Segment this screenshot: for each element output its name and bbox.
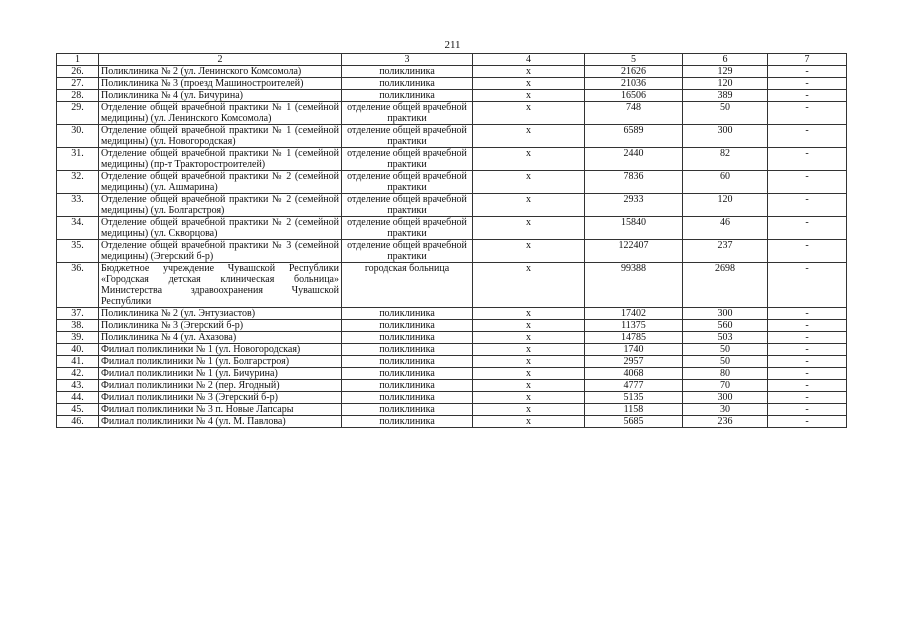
column-4-value: х xyxy=(473,171,585,194)
table-row xyxy=(57,148,847,171)
table-row xyxy=(57,240,847,263)
row-number: 26. xyxy=(57,66,99,78)
facility-type: поликлиника xyxy=(342,320,473,332)
row-number: 28. xyxy=(57,90,99,102)
table-row xyxy=(57,194,847,217)
table-row xyxy=(57,392,847,404)
row-number: 27. xyxy=(57,78,99,90)
table-row xyxy=(57,332,847,344)
column-5-value: 7836 xyxy=(585,171,683,194)
row-number: 44. xyxy=(57,392,99,404)
facility-type: поликлиника xyxy=(342,356,473,368)
facility-type: отделение общей врачебной практики xyxy=(342,194,473,217)
column-7-value: - xyxy=(768,171,847,194)
column-6-value: 50 xyxy=(683,102,768,125)
table-row xyxy=(57,217,847,240)
table-row xyxy=(57,344,847,356)
column-5-value: 17402 xyxy=(585,308,683,320)
table-row xyxy=(57,308,847,320)
facility-type: поликлиника xyxy=(342,392,473,404)
column-5-value: 4068 xyxy=(585,368,683,380)
column-header: 4 xyxy=(473,54,585,66)
column-7-value: - xyxy=(768,217,847,240)
column-7-value: - xyxy=(768,90,847,102)
facility-type: поликлиника xyxy=(342,78,473,90)
column-4-value: х xyxy=(473,356,585,368)
facility-name: Филиал поликлиники № 3 (Эгерский б-р) xyxy=(99,392,342,404)
column-header: 7 xyxy=(768,54,847,66)
facility-name: Отделение общей врачебной практики № 3 (семейной медицины) (Эгерский б-р) xyxy=(99,240,342,263)
column-7-value: - xyxy=(768,368,847,380)
facility-name: Поликлиника № 3 (проезд Машиностроителей) xyxy=(99,78,342,90)
column-7-value: - xyxy=(768,102,847,125)
row-number: 41. xyxy=(57,356,99,368)
column-5-value: 2933 xyxy=(585,194,683,217)
column-6-value: 80 xyxy=(683,368,768,380)
row-number: 34. xyxy=(57,217,99,240)
column-5-value: 2440 xyxy=(585,148,683,171)
facility-name: Филиал поликлиники № 1 (ул. Новогородская) xyxy=(99,344,342,356)
table-row xyxy=(57,125,847,148)
column-5-value: 6589 xyxy=(585,125,683,148)
facility-type: поликлиника xyxy=(342,90,473,102)
column-6-value: 60 xyxy=(683,171,768,194)
column-4-value: х xyxy=(473,90,585,102)
table-row xyxy=(57,90,847,102)
column-6-value: 50 xyxy=(683,356,768,368)
column-header: 3 xyxy=(342,54,473,66)
row-number: 45. xyxy=(57,404,99,416)
column-7-value: - xyxy=(768,356,847,368)
column-4-value: х xyxy=(473,263,585,308)
column-4-value: х xyxy=(473,148,585,171)
facility-type: отделение общей врачебной практики xyxy=(342,171,473,194)
column-5-value: 2957 xyxy=(585,356,683,368)
column-6-value: 70 xyxy=(683,380,768,392)
column-4-value: х xyxy=(473,78,585,90)
facility-name: Поликлиника № 2 (ул. Энтузиастов) xyxy=(99,308,342,320)
row-number: 35. xyxy=(57,240,99,263)
facilities-table xyxy=(56,53,847,428)
column-6-value: 300 xyxy=(683,308,768,320)
column-5-value: 99388 xyxy=(585,263,683,308)
facility-name: Отделение общей врачебной практики № 2 (семейной медицины) (ул. Болгарстроя) xyxy=(99,194,342,217)
facility-type: отделение общей врачебной практики xyxy=(342,125,473,148)
facility-name: Отделение общей врачебной практики № 1 (семейной медицины) (ул. Ленинского Комсомола) xyxy=(99,102,342,125)
table-row xyxy=(57,416,847,428)
facility-name: Отделение общей врачебной практики № 1 (семейной медицины) (пр-т Тракторостроителей) xyxy=(99,148,342,171)
column-4-value: х xyxy=(473,320,585,332)
column-7-value: - xyxy=(768,332,847,344)
column-6-value: 120 xyxy=(683,78,768,90)
column-header: 2 xyxy=(99,54,342,66)
column-4-value: х xyxy=(473,332,585,344)
facility-type: поликлиника xyxy=(342,66,473,78)
column-6-value: 30 xyxy=(683,404,768,416)
row-number: 32. xyxy=(57,171,99,194)
column-4-value: х xyxy=(473,66,585,78)
facility-type: отделение общей врачебной практики xyxy=(342,240,473,263)
column-4-value: х xyxy=(473,194,585,217)
facility-name: Филиал поликлиники № 1 (ул. Болгарстроя) xyxy=(99,356,342,368)
column-6-value: 300 xyxy=(683,392,768,404)
column-5-value: 11375 xyxy=(585,320,683,332)
column-7-value: - xyxy=(768,404,847,416)
column-4-value: х xyxy=(473,102,585,125)
column-4-value: х xyxy=(473,217,585,240)
column-4-value: х xyxy=(473,308,585,320)
column-5-value: 1740 xyxy=(585,344,683,356)
facility-type: поликлиника xyxy=(342,416,473,428)
row-number: 29. xyxy=(57,102,99,125)
row-number: 39. xyxy=(57,332,99,344)
column-7-value: - xyxy=(768,66,847,78)
column-header: 5 xyxy=(585,54,683,66)
column-7-value: - xyxy=(768,148,847,171)
column-4-value: х xyxy=(473,380,585,392)
column-5-value: 16506 xyxy=(585,90,683,102)
column-header: 1 xyxy=(57,54,99,66)
column-6-value: 82 xyxy=(683,148,768,171)
table-row xyxy=(57,404,847,416)
column-4-value: х xyxy=(473,125,585,148)
facility-type: поликлиника xyxy=(342,308,473,320)
table-row xyxy=(57,78,847,90)
column-5-value: 5135 xyxy=(585,392,683,404)
facility-name: Поликлиника № 2 (ул. Ленинского Комсомола) xyxy=(99,66,342,78)
row-number: 30. xyxy=(57,125,99,148)
column-5-value: 1158 xyxy=(585,404,683,416)
column-4-value: х xyxy=(473,404,585,416)
column-7-value: - xyxy=(768,344,847,356)
table-row xyxy=(57,263,847,308)
facility-name: Поликлиника № 4 (ул. Бичурина) xyxy=(99,90,342,102)
facility-type: поликлиника xyxy=(342,404,473,416)
column-5-value: 14785 xyxy=(585,332,683,344)
table-row xyxy=(57,380,847,392)
table-row xyxy=(57,102,847,125)
column-6-value: 503 xyxy=(683,332,768,344)
facility-name: Отделение общей врачебной практики № 2 (семейной медицины) (ул. Ашмарина) xyxy=(99,171,342,194)
column-6-value: 560 xyxy=(683,320,768,332)
column-4-value: х xyxy=(473,240,585,263)
row-number: 42. xyxy=(57,368,99,380)
column-6-value: 2698 xyxy=(683,263,768,308)
row-number: 38. xyxy=(57,320,99,332)
column-4-value: х xyxy=(473,392,585,404)
column-4-value: х xyxy=(473,344,585,356)
row-number: 40. xyxy=(57,344,99,356)
column-5-value: 4777 xyxy=(585,380,683,392)
column-5-value: 748 xyxy=(585,102,683,125)
table-row xyxy=(57,66,847,78)
column-5-value: 5685 xyxy=(585,416,683,428)
row-number: 37. xyxy=(57,308,99,320)
column-7-value: - xyxy=(768,320,847,332)
column-6-value: 236 xyxy=(683,416,768,428)
row-number: 43. xyxy=(57,380,99,392)
column-7-value: - xyxy=(768,240,847,263)
table-row xyxy=(57,368,847,380)
column-7-value: - xyxy=(768,380,847,392)
facility-type: поликлиника xyxy=(342,368,473,380)
column-4-value: х xyxy=(473,416,585,428)
column-header: 6 xyxy=(683,54,768,66)
column-7-value: - xyxy=(768,194,847,217)
column-5-value: 21036 xyxy=(585,78,683,90)
column-4-value: х xyxy=(473,368,585,380)
row-number: 36. xyxy=(57,263,99,308)
column-6-value: 129 xyxy=(683,66,768,78)
facility-type: городская больница xyxy=(342,263,473,308)
facility-type: отделение общей врачебной практики xyxy=(342,102,473,125)
table-row xyxy=(57,320,847,332)
table-body xyxy=(57,66,847,428)
row-number: 33. xyxy=(57,194,99,217)
facility-type: отделение общей врачебной практики xyxy=(342,217,473,240)
facility-name: Поликлиника № 3 (Эгерский б-р) xyxy=(99,320,342,332)
facility-name: Отделение общей врачебной практики № 1 (семейной медицины) (ул. Новогородская) xyxy=(99,125,342,148)
table-row xyxy=(57,356,847,368)
facility-type: поликлиника xyxy=(342,380,473,392)
column-7-value: - xyxy=(768,125,847,148)
row-number: 31. xyxy=(57,148,99,171)
column-6-value: 237 xyxy=(683,240,768,263)
column-6-value: 300 xyxy=(683,125,768,148)
facility-type: поликлиника xyxy=(342,332,473,344)
column-7-value: - xyxy=(768,392,847,404)
column-7-value: - xyxy=(768,416,847,428)
facility-name: Поликлиника № 4 (ул. Ахазова) xyxy=(99,332,342,344)
column-7-value: - xyxy=(768,78,847,90)
column-6-value: 46 xyxy=(683,217,768,240)
facility-name: Филиал поликлиники № 4 (ул. М. Павлова) xyxy=(99,416,342,428)
column-6-value: 389 xyxy=(683,90,768,102)
column-number-row xyxy=(57,54,847,66)
column-5-value: 15840 xyxy=(585,217,683,240)
column-7-value: - xyxy=(768,263,847,308)
facility-name: Отделение общей врачебной практики № 2 (семейной медицины) (ул. Скворцова) xyxy=(99,217,342,240)
facility-name: Бюджетное учреждение Чувашской Республики «Городская детская клиническая больница» Министерства здравоохранения Чувашской Республики xyxy=(99,263,342,308)
facility-name: Филиал поликлиники № 1 (ул. Бичурина) xyxy=(99,368,342,380)
row-number: 46. xyxy=(57,416,99,428)
column-5-value: 122407 xyxy=(585,240,683,263)
page-number: 211 xyxy=(444,39,461,51)
facility-type: поликлиника xyxy=(342,344,473,356)
facility-name: Филиал поликлиники № 2 (пер. Ягодный) xyxy=(99,380,342,392)
column-6-value: 120 xyxy=(683,194,768,217)
facility-name: Филиал поликлиники № 3 п. Новые Лапсары xyxy=(99,404,342,416)
facility-type: отделение общей врачебной практики xyxy=(342,148,473,171)
column-6-value: 50 xyxy=(683,344,768,356)
column-7-value: - xyxy=(768,308,847,320)
table-row xyxy=(57,171,847,194)
column-5-value: 21626 xyxy=(585,66,683,78)
